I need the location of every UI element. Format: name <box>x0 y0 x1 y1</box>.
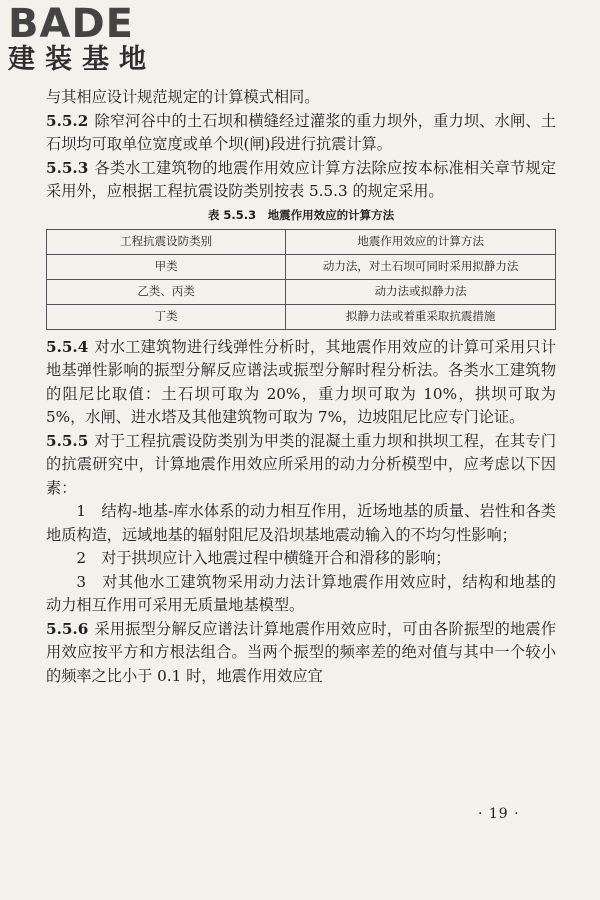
list-item-3: 3 对其他水工建筑物采用动力法计算地震作用效应时，结构和地基的动力相互作用可采用无质量地基模型。 <box>46 572 556 614</box>
table-row <box>47 254 556 279</box>
clause-number: 5.5.2 <box>46 111 89 130</box>
table-row <box>47 279 556 304</box>
clause-5-5-4 <box>46 336 556 430</box>
table-cell: 拟静力法或着重采取抗震措施 <box>286 304 556 329</box>
clause-5-5-6 <box>46 618 556 689</box>
table-row <box>47 304 556 329</box>
clause-text: 各类水工建筑物的地震作用效应计算方法除应按本标准相关章节规定采用外，应根据工程抗震设防类别按表 5.5.3 的规定采用。 <box>46 158 556 200</box>
clause-text: 采用振型分解反应谱法计算地震作用效应时，可由各阶振型的地震作用效应按平方和方根法组合。当两个振型的频率差的绝对值与其中一个较小的频率之比小于 0.1 时，地震作用效应宜 <box>46 619 556 685</box>
paragraph-continuation: 与其相应设计规范规定的计算模式相同。 <box>46 88 320 106</box>
clause-5-5-5 <box>46 430 556 501</box>
table-header-cell: 工程抗震设防类别 <box>47 229 286 254</box>
brand-logo <box>8 2 178 76</box>
clause-number: 5.5.4 <box>46 337 89 356</box>
list-item-1: 1 结构-地基-库水体系的动力相互作用，近场地基的质量、岩性和各类地质构造，远域地基的辐射阻尼及沿坝基地震动输入的不均匀性影响； <box>46 502 556 544</box>
logo-wordmark: BADE <box>8 1 134 47</box>
clause-text: 对于工程抗震设防类别为甲类的混凝土重力坝和拱坝工程，在其专门的抗震研究中，计算地震作用效应所采用的动力分析模型中，应考虑以下因素： <box>46 431 556 497</box>
table-header-row <box>47 229 556 254</box>
document-body <box>46 86 556 688</box>
clause-5-5-3 <box>46 157 556 204</box>
table-title: 表 5.5.3 地震作用效应的计算方法 <box>207 207 395 222</box>
clause-5-5-2 <box>46 110 556 157</box>
table-cell: 甲类 <box>47 254 286 279</box>
table-cell: 乙类、丙类 <box>47 279 286 304</box>
list-item-2: 2 对于拱坝应计入地震过程中横缝开合和滑移的影响； <box>76 549 451 567</box>
table-header-cell: 地震作用效应的计算方法 <box>286 229 556 254</box>
table-cell: 动力法或拟静力法 <box>286 279 556 304</box>
clause-number: 5.5.5 <box>46 431 89 450</box>
table-cell: 丁类 <box>47 304 286 329</box>
clause-number: 5.5.6 <box>46 619 89 638</box>
clause-number: 5.5.3 <box>46 158 89 177</box>
table-cell: 动力法，对土石坝可同时采用拟静力法 <box>286 254 556 279</box>
page-number: · 19 · <box>478 806 520 822</box>
clause-text: 除窄河谷中的土石坝和横缝经过灌浆的重力坝外，重力坝、水闸、土石坝均可取单位宽度或单个坝(闸)段进行抗震计算。 <box>46 111 556 153</box>
clause-text: 对水工建筑物进行线弹性分析时，其地震作用效应的计算可采用只计地基弹性影响的振型分解反应谱法或振型分解时程分析法。各类水工建筑物的阻尼比取值：土石坝可取为 20%，重力坝可取为 10%，拱坝可取为 5%，水闸、进水塔及其他建筑物可取为 7%，边坡阻尼比应专门论证。 <box>46 337 556 426</box>
logo-subtitle: 建装基地 <box>8 44 156 75</box>
method-table <box>46 229 556 330</box>
